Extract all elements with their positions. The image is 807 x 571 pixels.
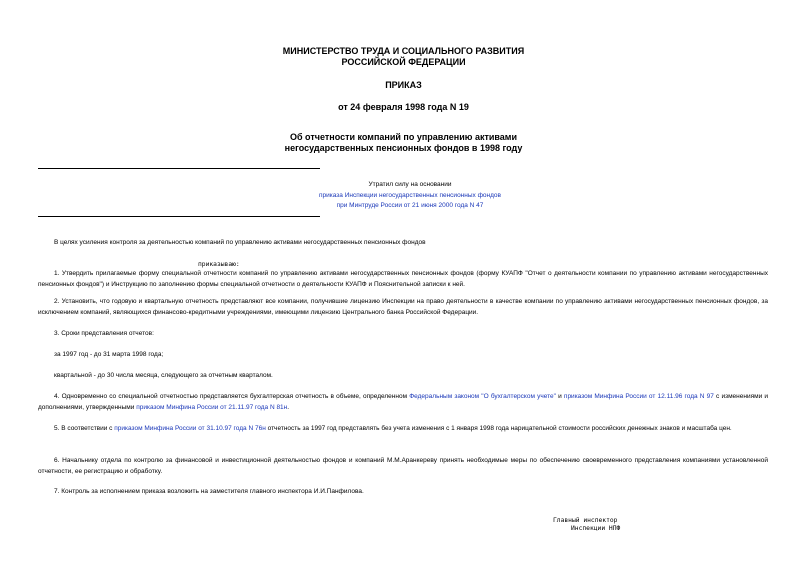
paragraph-5-text-start: 5. В соответствии с [54, 425, 115, 432]
status-note-link-2[interactable]: при Минтруде России от 21 июня 2000 года N 47 [336, 202, 484, 209]
paragraph-3b: квартальной - до 30 числа месяца, следующего за отчетным кварталом. [54, 372, 273, 379]
ministry-line-2: РОССИЙСКОЙ ФЕДЕРАЦИИ [341, 57, 466, 67]
signature-org: Инспекции НПФ [571, 525, 621, 532]
paragraph-4-text-mid-1: и [555, 393, 564, 400]
paragraph-5 [38, 423, 768, 434]
status-note-link-1[interactable]: приказа Инспекции негосударственных пенсионных фондов [319, 192, 501, 199]
paragraph-2: 2. Установить, что годовую и квартальную отчетность представляют все компании, получившие лицензию Инспекции на право деятельности в качестве компании по управлению активами негосударственных пенсионных фондов, за исключением компаний, являющихся финансово-кредитными учреждениями, имеющими лицензию Центрального банка Российской Федерации. [38, 298, 768, 316]
paragraph-1: 1. Утвердить прилагаемые форму специальной отчетности компаний по управлению активами негосударственных пенсионных фондов (форму КУАПФ "Отчет о деятельности компании по управлению активами негосударственных пенсионных фондов") и Инструкцию по заполнению формы специальной отчетности о деятельности КУАПФ и Пояснительной записки к ней. [38, 270, 768, 288]
ministry-line-1: МИНИСТЕРСТВО ТРУДА И СОЦИАЛЬНОГО РАЗВИТИЯ [282, 46, 525, 56]
divider-top [38, 168, 320, 169]
minfin-order-76n-link[interactable]: приказом Минфина России от 31.10.97 года N 76н [114, 425, 266, 432]
law-accounting-link[interactable]: Федеральным законом "О бухгалтерском учете" [409, 393, 556, 400]
preamble: В целях усиления контроля за деятельностью компаний по управлению активами негосударственных пенсионных фондов [54, 239, 426, 246]
signature-title: Главный инспектор [553, 517, 618, 524]
paragraph-4 [38, 391, 768, 413]
paragraph-3: 3. Сроки представления отчетов: [54, 330, 154, 337]
paragraph-4-text-mid-2: с изменениями и дополнениями, утвержденными [38, 393, 768, 411]
doc-type: ПРИКАЗ [385, 80, 422, 90]
paragraph-7: 7. Контроль за исполнением приказа возложить на заместителя главного инспектора И.И.Панфилова. [54, 488, 364, 495]
paragraph-6: 6. Начальнику отдела по контролю за финансовой и инвестиционной деятельностью фондов и компаний М.М.Аранкереву принять необходимые меры по обеспечению своевременного представления компаниями установленной отчетности, ее регистрацию и обработку. [38, 457, 768, 475]
minfin-order-81n-link[interactable]: приказом Минфина России от 21.11.97 года N 81н [136, 404, 288, 411]
paragraph-3a: за 1997 год - до 31 марта 1998 года; [54, 351, 164, 358]
paragraph-4-text-start: 4. Одновременно со специальной отчетностью представляется бухгалтерская отчетность в объеме, определенном [54, 393, 410, 400]
divider-bottom [38, 216, 320, 217]
doc-title-line-2: негосударственных пенсионных фондов в 1998 году [284, 143, 523, 153]
paragraph-5-text-end: отчетность за 1997 год представлять без учета изменения с 1 января 1998 года нарицательной стоимости российских денежных знаков и масштаба цен. [265, 425, 732, 432]
doc-title-line-1: Об отчетности компаний по управлению активами [290, 132, 517, 142]
doc-date-number: от 24 февраля 1998 года N 19 [338, 102, 469, 112]
paragraph-4-text-end: . [287, 404, 290, 411]
order-word: приказываю: [198, 261, 240, 268]
status-note-text: Утратил силу на основании [368, 181, 452, 188]
minfin-order-97-link[interactable]: приказом Минфина России от 12.11.96 года N 97 [563, 393, 714, 400]
